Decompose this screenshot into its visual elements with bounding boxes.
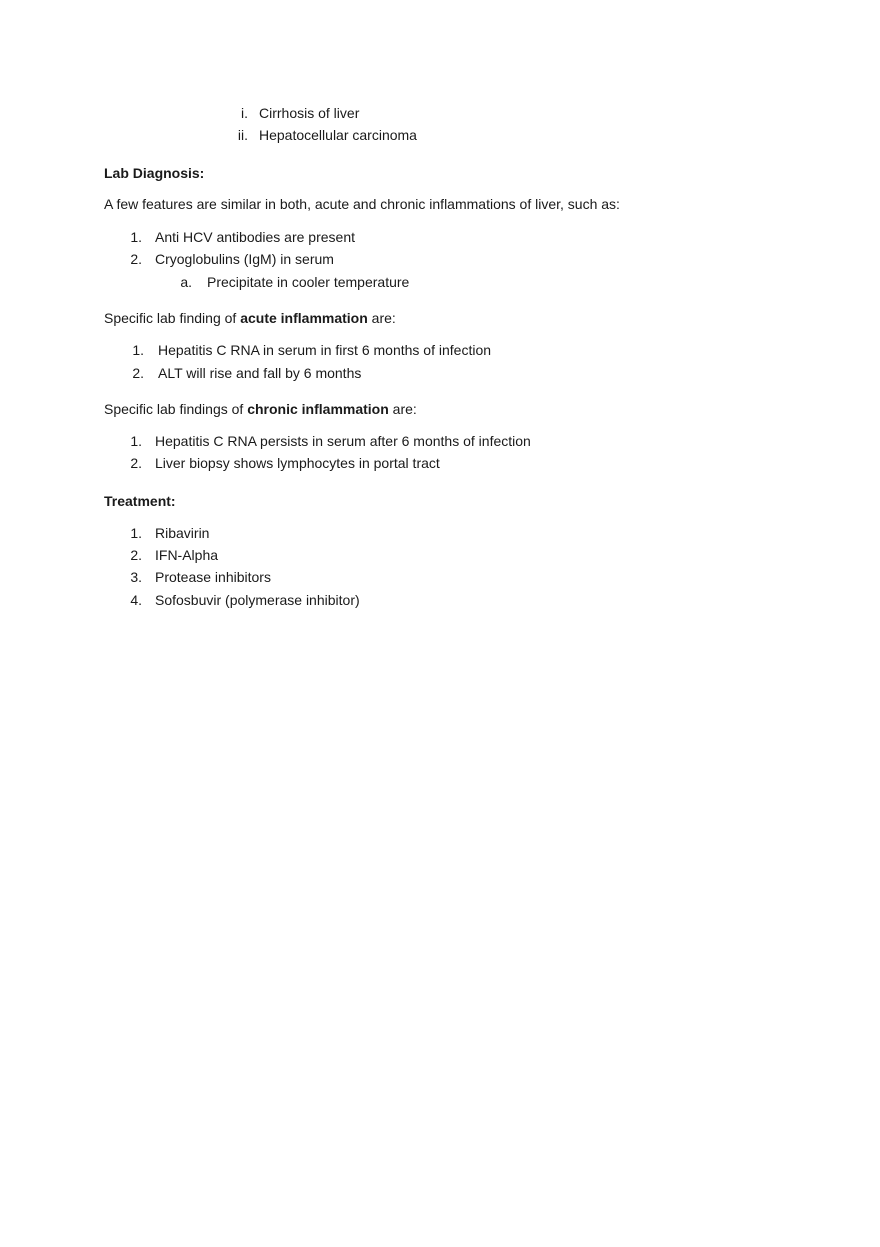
section-heading-treatment: Treatment: [104,493,176,509]
list-item: IFN-Alpha [155,547,219,563]
list-marker: 2. [130,547,142,563]
sublist-item: Precipitate in cooler temperature [207,274,410,290]
list-item: Cirrhosis of liver [259,105,360,121]
list-item: Sofosbuvir (polymerase inhibitor) [155,592,360,608]
chronic-intro-text: Specific lab findings of [104,401,248,417]
list-marker: 1. [130,525,142,541]
sublist-marker: a. [180,274,192,290]
list-item: Protease inhibitors [155,569,271,585]
acute-intro-text-end: are: [367,310,396,326]
list-item: Ribavirin [155,525,210,541]
list-marker: 2. [130,455,142,471]
section-heading-lab-diagnosis: Lab Diagnosis: [104,165,205,181]
list-item: ALT will rise and fall by 6 months [158,365,362,381]
acute-intro-bold: acute inflammation [240,310,368,326]
list-marker: 2. [132,365,144,381]
paragraph-acute-intro [104,309,396,327]
list-item: Cryoglobulins (IgM) in serum [155,251,334,267]
list-marker: i. [241,105,248,121]
paragraph-chronic-intro [104,400,417,418]
list-marker: 2. [130,251,142,267]
list-item: Anti HCV antibodies are present [155,229,355,245]
chronic-intro-text-end: are: [388,401,417,417]
acute-intro-text: Specific lab finding of [104,310,241,326]
chronic-intro-bold: chronic inflammation [247,401,389,417]
list-marker: 4. [130,592,142,608]
list-marker: 1. [132,342,144,358]
list-item: Liver biopsy shows lymphocytes in portal tract [155,455,440,471]
list-item: Hepatocellular carcinoma [259,127,417,143]
paragraph-intro: A few features are similar in both, acute and chronic inflammations of liver, such as: [104,196,620,212]
list-item: Hepatitis C RNA persists in serum after 6 months of infection [155,433,531,449]
list-marker: ii. [237,127,248,143]
list-marker: 1. [130,229,142,245]
list-marker: 3. [130,569,142,585]
list-item: Hepatitis C RNA in serum in first 6 months of infection [158,342,492,358]
list-marker: 1. [130,433,142,449]
